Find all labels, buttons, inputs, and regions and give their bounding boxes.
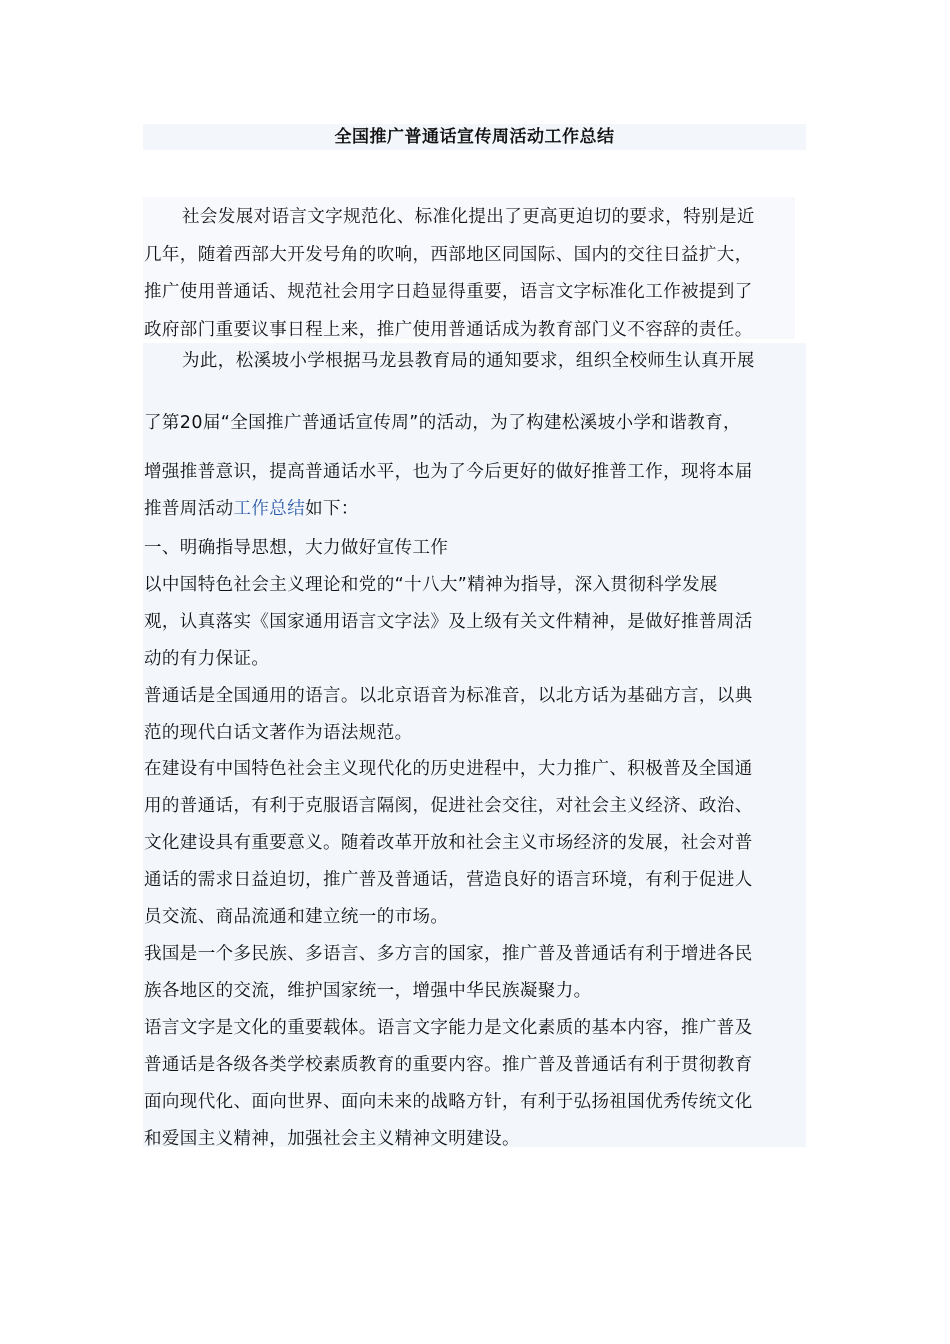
text-segment: 推普周活动 xyxy=(144,499,234,519)
document-title: 全国推广普通话宣传周活动工作总结 xyxy=(334,127,615,147)
text-line: 我国是一个多民族、多语言、多方言的国家，推广普及普通话有利于增进各民 xyxy=(144,943,753,964)
text-line: 几年，随着西部大开发号角的吹响，西部地区同国际、国内的交往日益扩大， xyxy=(144,244,753,265)
text-line: 以中国特色社会主义理论和党的“十八大”精神为指导，深入贯彻科学发展 xyxy=(144,574,718,595)
text-line: 用的普通话，有利于克服语言隔阂，促进社会交往，对社会主义经济、政治、 xyxy=(144,796,753,817)
intro-paragraph xyxy=(144,199,804,349)
text-line: 为此，松溪坡小学根据马龙县教育局的通知要求，组织全校师生认真开展 xyxy=(182,351,755,371)
text-line: 范的现代白话文著作为语法规范。 xyxy=(144,722,413,743)
text-line: 了第20届“全国推广普通话宣传周”的活动，为了构建松溪坡小学和谐教育， xyxy=(144,413,741,433)
text-line: 面向现代化、面向世界、面向未来的战略方针，有利于弘扬祖国优秀传统文化 xyxy=(144,1091,753,1112)
section-heading: 一、明确指导思想，大力做好宣传工作 xyxy=(144,538,449,558)
text-line: 员交流、商品流通和建立统一的市场。 xyxy=(144,907,449,928)
text-line: 普通话是各级各类学校素质教育的重要内容。推广普及普通话有利于贯彻教育 xyxy=(144,1054,753,1075)
work-summary-link[interactable]: 工作总结 xyxy=(233,499,306,519)
text-line: 语言文字是文化的重要载体。语言文字能力是文化素质的基本内容，推广普及 xyxy=(144,1017,753,1038)
text-line xyxy=(144,491,804,528)
text-line: 政府部门重要议事日程上来，推广使用普通话成为教育部门义不容辞的责任。 xyxy=(144,319,753,340)
text-line: 文化建设具有重要意义。随着改革开放和社会主义市场经济的发展，社会对普 xyxy=(144,833,753,854)
text-line: 社会发展对语言文字规范化、标准化提出了更高更迫切的要求，特别是近 xyxy=(182,207,755,227)
activity-paragraph-end xyxy=(144,454,804,528)
text-line: 普通话是全国通用的语言。以北京语音为标准音，以北方话为基础方言，以典 xyxy=(144,685,753,706)
text-line: 族各地区的交流，维护国家统一，增强中华民族凝聚力。 xyxy=(144,980,592,1001)
body-content xyxy=(144,530,804,1157)
text-segment: 如下： xyxy=(305,499,359,519)
text-line: 动的有力保证。 xyxy=(144,648,270,669)
text-line: 增强推普意识，提高普通话水平，也为了今后更好的做好推普工作，现将本届 xyxy=(144,462,753,482)
text-line: 在建设有中国特色社会主义现代化的历史进程中，大力推广、积极普及全国通 xyxy=(144,759,753,780)
text-line: 通话的需求日益迫切，推广普及普通话，营造良好的语言环境，有利于促进人 xyxy=(144,870,753,891)
text-line: 推广使用普通话、规范社会用字日趋显得重要，语言文字标准化工作被提到了 xyxy=(144,282,753,302)
text-line: 和爱国主义精神，加强社会主义精神文明建设。 xyxy=(144,1128,520,1149)
text-line: 观，认真落实《国家通用语言文字法》及上级有关文件精神，是做好推普周活 xyxy=(144,611,753,632)
